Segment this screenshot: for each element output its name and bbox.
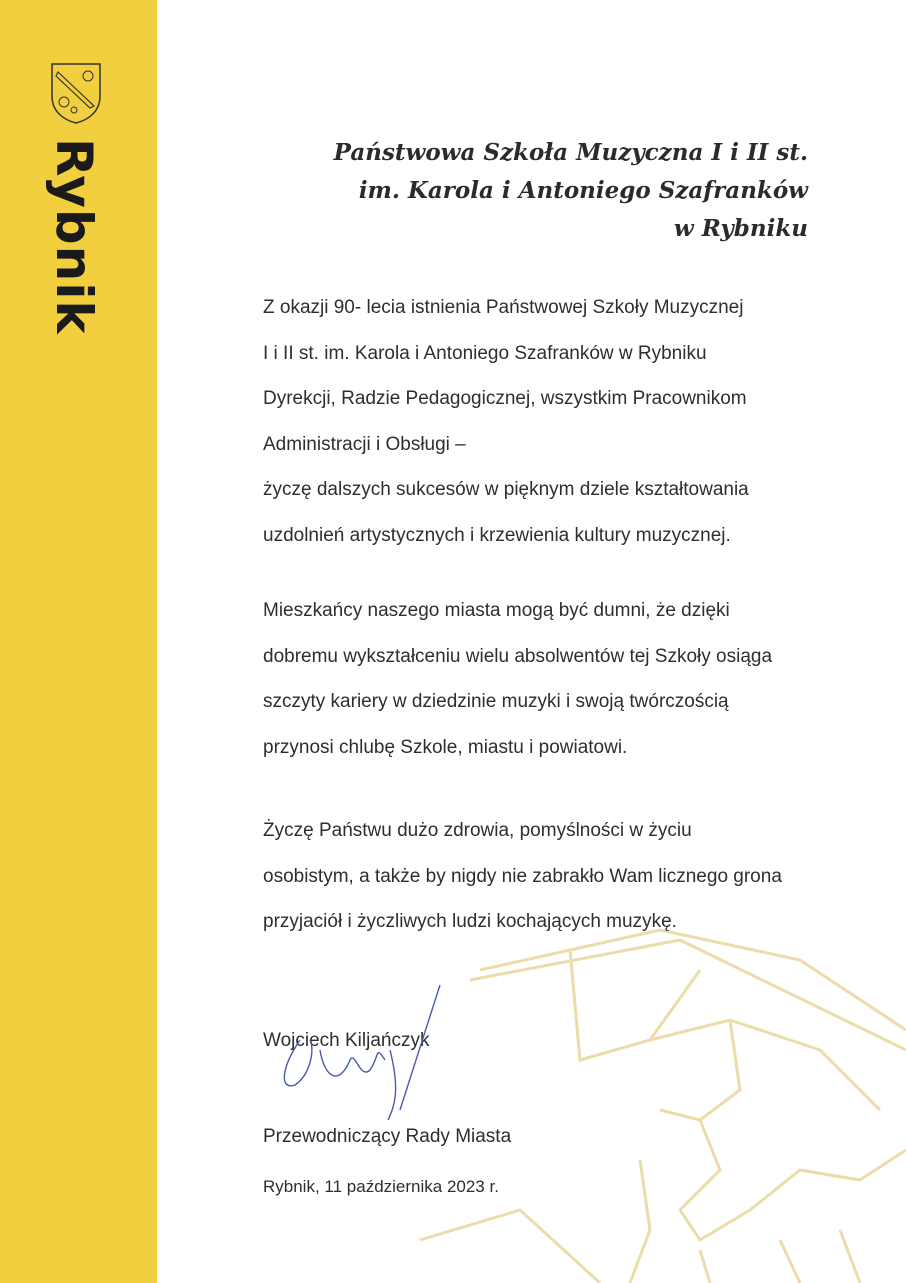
- text-line: dobremu wykształceniu wielu absolwentów tej Szkoły osiąga: [263, 645, 773, 667]
- text-line: Dyrekcji, Radzie Pedagogicznej, wszystkim Pracownikom: [263, 388, 747, 409]
- place-and-date: Rybnik, 11 października 2023 r.: [263, 1177, 499, 1196]
- text-line: uzdolnień artystycznych i krzewienia kultury muzycznej.: [263, 524, 731, 546]
- text-line: Życzę Państwu dużo zdrowia, pomyślności w życiu: [263, 820, 692, 841]
- handwritten-signature: [270, 980, 450, 1120]
- text-line: Z okazji 90- lecia istnienia Państwowej Szkoły Muzycznej: [263, 297, 744, 318]
- coat-of-arms-icon: [50, 62, 102, 124]
- header-line: Państwowa Szkoła Muzyczna I i II st.: [333, 139, 808, 166]
- text-line: Mieszkańcy naszego miasta mogą być dumni, że dzięki: [263, 600, 730, 621]
- signatory-name: Wojciech Kiljańczyk: [263, 1030, 430, 1051]
- city-name-vertical: Rybnik: [45, 138, 103, 335]
- text-line: życzę dalszych sukcesów w pięknym dziele kształtowania: [263, 479, 749, 500]
- paragraph-wishes: [263, 808, 782, 945]
- header-line: w Rybniku: [673, 215, 808, 242]
- decorative-portrait-line-art: [400, 910, 906, 1283]
- text-line: osobistym, a także by nigdy nie zabrakło Wam licznego grona: [263, 865, 782, 887]
- text-line: przynosi chlubę Szkole, miastu i powiatowi.: [263, 736, 628, 758]
- text-line: szczyty kariery w dziedzinie muzyki i swoją twórczością: [263, 691, 729, 712]
- recipient-header: [334, 134, 808, 248]
- yellow-sidebar: [0, 0, 157, 1283]
- header-line: im. Karola i Antoniego Szafranków: [358, 177, 808, 204]
- signatory-title: Przewodniczący Rady Miasta: [263, 1126, 512, 1147]
- paragraph-greetings: [263, 285, 749, 558]
- text-line: przyjaciół i życzliwych ludzi kochających muzykę.: [263, 911, 677, 932]
- paragraph-pride: [263, 588, 772, 770]
- text-line: Administracji i Obsługi –: [263, 433, 466, 455]
- text-line: I i II st. im. Karola i Antoniego Szafranków w Rybniku: [263, 342, 707, 364]
